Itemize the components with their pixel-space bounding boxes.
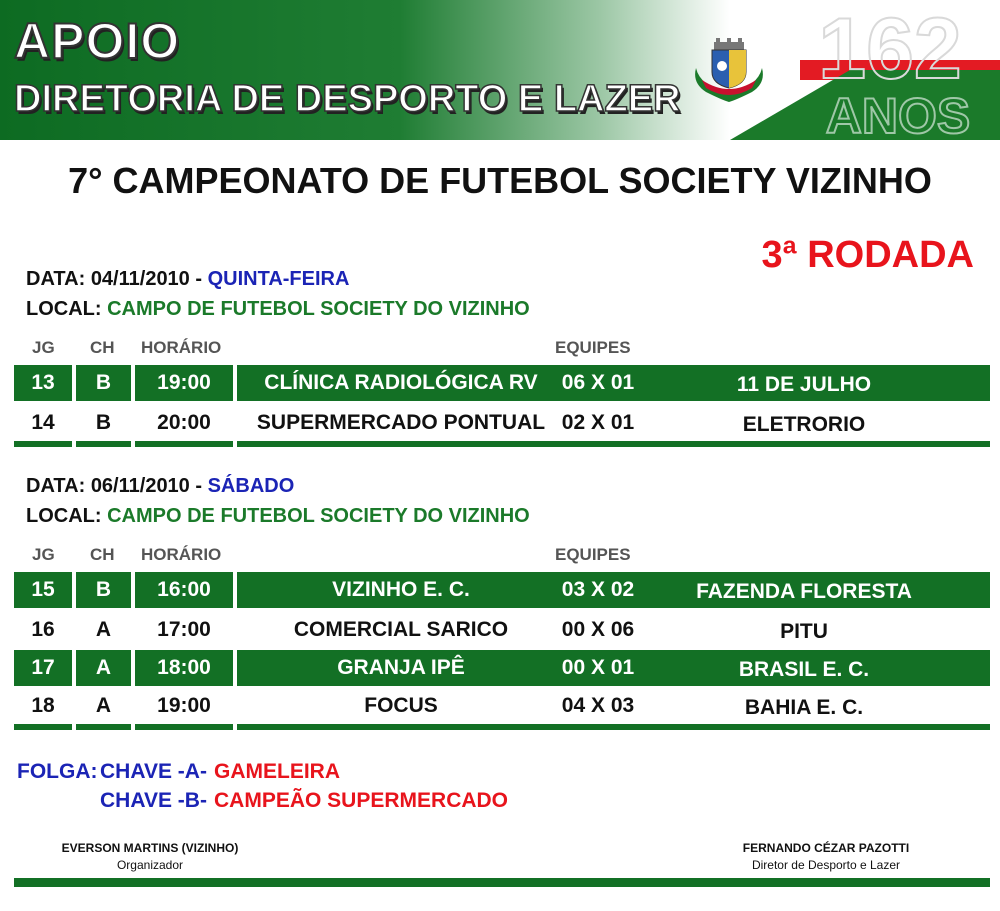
- folga-label: FOLGA:: [17, 760, 98, 783]
- apoio-heading: APOIO: [14, 13, 181, 69]
- round-label: 3ª RODADA: [761, 234, 974, 276]
- game-number: 13: [14, 365, 72, 401]
- signature-organizer: [50, 841, 250, 872]
- anniversary-flag-graphic: [730, 0, 1000, 140]
- day2-local-label: LOCAL:: [26, 505, 102, 527]
- day1-local-line: [26, 298, 530, 321]
- game-chave: B: [76, 572, 131, 608]
- col-equipes-2: EQUIPES: [555, 545, 631, 564]
- folga-chave-b: CHAVE -B-: [100, 789, 207, 812]
- table-row: [14, 650, 990, 686]
- home-team: COMERCIAL SARICO: [293, 618, 509, 641]
- folga-team-b: CAMPEÃO SUPERMERCADO: [214, 789, 509, 812]
- city-crest-icon: [692, 38, 766, 104]
- col-ch-1: CH: [90, 338, 115, 357]
- day1-date-value: 04/11/2010 -: [90, 268, 203, 290]
- day2-date-value: 06/11/2010 -: [90, 475, 203, 497]
- game-time: 17:00: [157, 618, 211, 641]
- game-time: 20:00: [135, 405, 233, 447]
- score: 06 X 01: [561, 371, 635, 394]
- col-jg-2: JG: [32, 545, 55, 564]
- signature-director: [716, 841, 936, 872]
- col-ch-2: CH: [90, 545, 115, 564]
- home-team: CLÍNICA RADIOLÓGICA RV: [264, 371, 538, 394]
- day2-weekday: SÁBADO: [207, 475, 295, 497]
- championship-title: 7° CAMPEONATO DE FUTEBOL SOCIETY VIZINHO: [68, 160, 932, 201]
- home-team: GRANJA IPÊ: [337, 656, 465, 679]
- col-horario-1: HORÁRIO: [141, 338, 222, 357]
- game-chave: A: [76, 650, 131, 686]
- score: 04 X 03: [561, 694, 635, 717]
- table-row: [14, 572, 990, 608]
- day2-local-value: CAMPO DE FUTEBOL SOCIETY DO VIZINHO: [107, 505, 530, 527]
- day1-weekday: QUINTA-FEIRA: [207, 268, 350, 290]
- anniv-word: ANOS: [825, 88, 971, 140]
- score: 03 X 02: [561, 578, 635, 601]
- table-row: [14, 365, 990, 401]
- away-team: BAHIA E. C.: [744, 696, 864, 719]
- home-team: SUPERMERCADO PONTUAL: [256, 411, 546, 434]
- footer-divider: [14, 878, 990, 887]
- game-number: 16: [31, 618, 55, 641]
- table-row: [14, 405, 990, 441]
- organizer-name: EVERSON MARTINS (VIZINHO): [61, 841, 239, 855]
- col-jg-1: JG: [32, 338, 55, 357]
- table-row: [14, 612, 990, 648]
- game-chave: B: [76, 365, 131, 401]
- game-time: 18:00: [135, 650, 233, 686]
- game-number: 18: [14, 688, 72, 730]
- home-team: FOCUS: [364, 694, 438, 717]
- away-team: FAZENDA FLORESTA: [696, 580, 912, 603]
- day1-date-line: [26, 268, 349, 291]
- game-number: 17: [14, 650, 72, 686]
- day2-date-label: DATA:: [26, 475, 86, 497]
- game-number: 15: [14, 572, 72, 608]
- day2-local-line: [26, 505, 530, 528]
- score: 00 X 01: [561, 656, 635, 679]
- organizer-role: Organizador: [116, 858, 184, 872]
- day2-date-line: [26, 475, 294, 498]
- score: 02 X 01: [561, 411, 635, 434]
- folga-team-a: GAMELEIRA: [214, 760, 340, 783]
- diretoria-heading: DIRETORIA DE DESPORTO E LAZER: [14, 78, 681, 120]
- game-time: 19:00: [135, 688, 233, 730]
- score: 00 X 06: [561, 618, 635, 641]
- game-time: 16:00: [135, 572, 233, 608]
- day1-local-value: CAMPO DE FUTEBOL SOCIETY DO VIZINHO: [107, 298, 530, 320]
- col-equipes-1: EQUIPES: [555, 338, 631, 357]
- home-team: VIZINHO E. C.: [332, 578, 470, 601]
- away-team: BRASIL E. C.: [738, 658, 870, 681]
- game-number: 14: [14, 405, 72, 447]
- game-chave: B: [76, 405, 131, 447]
- header-banner: [0, 0, 1000, 140]
- away-team: PITU: [780, 620, 828, 643]
- table-row: [14, 688, 990, 724]
- away-team: 11 DE JULHO: [736, 373, 872, 396]
- away-team: ELETRORIO: [742, 413, 866, 436]
- day1-local-label: LOCAL:: [26, 298, 102, 320]
- game-chave: A: [76, 688, 131, 730]
- director-name: FERNANDO CÉZAR PAZOTTI: [742, 841, 910, 855]
- col-horario-2: HORÁRIO: [141, 545, 222, 564]
- director-role: Diretor de Desporto e Lazer: [751, 858, 901, 872]
- folga-chave-a: CHAVE -A-: [100, 760, 207, 783]
- game-time: 19:00: [135, 365, 233, 401]
- anniv-number: 162: [818, 1, 962, 97]
- day1-date-label: DATA:: [26, 268, 86, 290]
- game-chave: A: [95, 618, 112, 641]
